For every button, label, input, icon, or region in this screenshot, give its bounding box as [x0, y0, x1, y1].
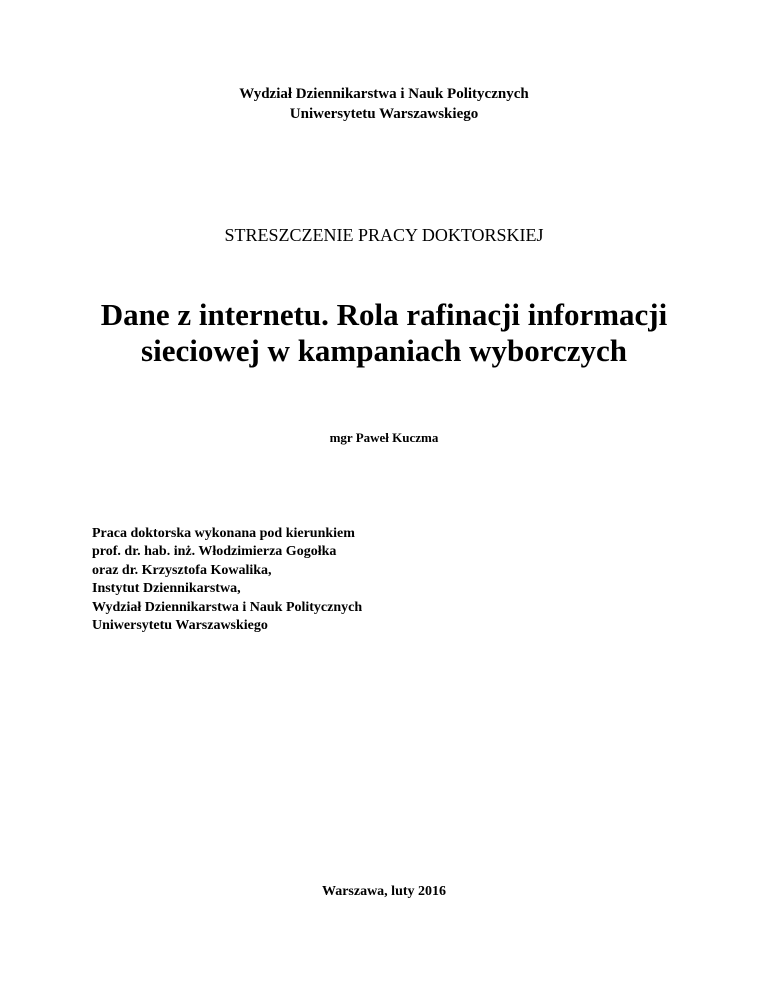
thesis-title	[0, 297, 768, 369]
university-name: Uniwersytetu Warszawskiego	[289, 106, 479, 122]
supervision-line: Praca doktorska wykonana pod kierunkiem	[92, 526, 355, 541]
place-and-date: Warszawa, luty 2016	[321, 884, 447, 899]
supervision-line: Instytut Dziennikarstwa,	[92, 581, 241, 597]
supervision-block	[92, 525, 362, 635]
faculty-header	[0, 84, 768, 124]
thesis-title-line-1: Dane z internetu. Rola rafinacji informacji	[100, 297, 668, 332]
author-name: mgr Paweł Kuczma	[329, 430, 439, 445]
supervision-line: oraz dr. Krzysztofa Kowalika,	[92, 562, 272, 578]
thesis-title-line-2: sieciowej w kampaniach wyborczych	[141, 333, 627, 368]
faculty-name: Wydział Dziennikarstwa i Nauk Politycznych	[239, 86, 529, 102]
document-type: STRESZCZENIE PRACY DOKTORSKIEJ	[224, 225, 544, 245]
supervision-line: Uniwersytetu Warszawskiego	[92, 618, 268, 634]
supervision-line: prof. dr. hab. inż. Włodzimierza Gogołka	[92, 544, 337, 560]
supervision-line: Wydział Dziennikarstwa i Nauk Politycznych	[92, 599, 363, 615]
